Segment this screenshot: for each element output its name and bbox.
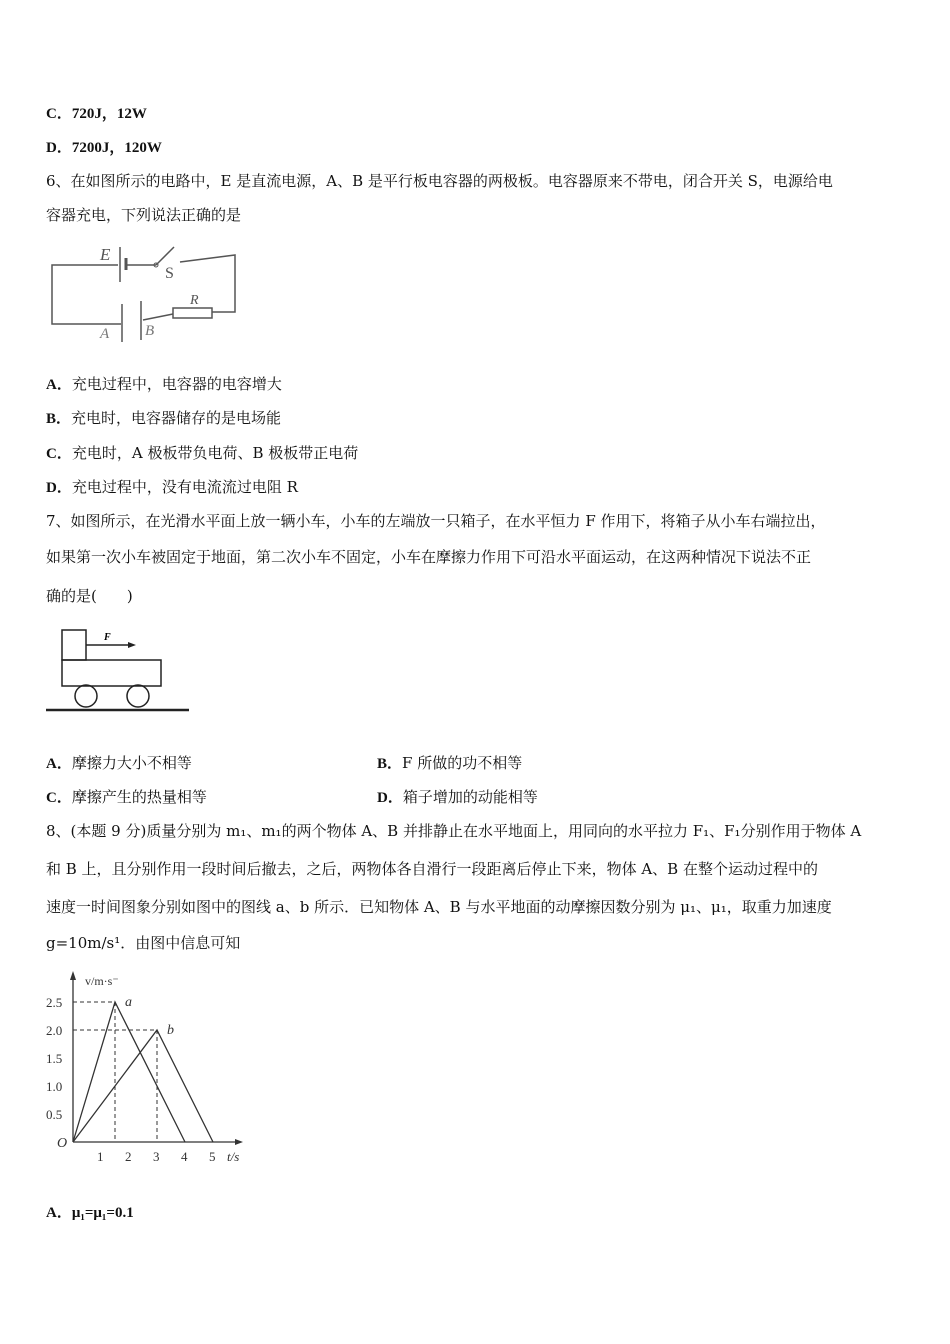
option-text: 充电时，电容器储存的是电场能 <box>71 409 282 427</box>
y-tick-label: 2.0 <box>46 1023 63 1038</box>
q8-stem-1: 8、(本题 9 分)质量分别为 m₁、m₁的两个物体 A、B 并排静止在水平地面上，用同向的水平拉力 F₁、F₁分别作用于物体 A <box>46 822 862 840</box>
y-axis-label: v/m·s⁻ <box>85 974 119 988</box>
q7-option-d <box>377 787 538 808</box>
option-label: D． <box>377 790 403 806</box>
y-tick-label: 2.5 <box>46 995 63 1010</box>
q8-stem-4: g=10m/s¹．由图中信息可知 <box>46 934 241 952</box>
option-label: C． <box>46 106 72 122</box>
option-label: D． <box>46 140 72 156</box>
q8-stem-2: 和 B 上，且分别作用一段时间后撤去，之后，两物体各自滑行一段距离后停止下来，物体 A、B 在整个运动过程中的 <box>46 860 818 878</box>
option-label: C． <box>46 790 72 806</box>
series-line-b <box>73 1030 213 1142</box>
label-b: B <box>145 323 155 339</box>
q7-option-b <box>377 753 522 774</box>
option-text: 箱子增加的动能相等 <box>402 788 538 806</box>
x-tick-label: 5 <box>209 1149 216 1164</box>
option-text: 充电过程中，电容器的电容增大 <box>71 375 282 393</box>
label-f: F <box>104 632 111 643</box>
q6-option-c <box>46 443 358 464</box>
option-text: μ₁=μ₁=0.1 <box>71 1205 134 1221</box>
option-text: 7200J，120W <box>71 140 162 156</box>
option-5c <box>46 103 147 124</box>
label-r: R <box>190 293 199 308</box>
y-tick-label: 0.5 <box>46 1107 63 1122</box>
q7-option-a <box>46 753 192 774</box>
x-tick-label: 4 <box>181 1149 188 1164</box>
option-text: 充电时，A 极板带负电荷、B 极板带正电荷 <box>71 444 359 462</box>
label-a: A <box>100 326 110 342</box>
option-label: A． <box>46 1205 72 1221</box>
y-axis-arrow <box>70 971 76 980</box>
q7-option-c <box>46 787 207 808</box>
option-label: A． <box>46 756 72 772</box>
series-label-a: a <box>125 995 132 1010</box>
option-text: 摩擦力大小不相等 <box>71 754 192 772</box>
q8-option-a <box>46 1202 134 1223</box>
velocity-time-graph <box>40 965 270 1170</box>
y-tick-label: 1.5 <box>46 1051 63 1066</box>
q7-stem-2: 如果第一次小车被固定于地面，第二次小车不固定，小车在摩擦力作用下可沿水平面运动，在这两种情况下说法不正 <box>46 548 812 566</box>
x-axis-label: t/s <box>227 1149 240 1164</box>
cart-diagram <box>44 622 194 718</box>
option-5d <box>46 137 162 158</box>
q6-option-d <box>46 477 298 498</box>
x-tick-label: 2 <box>125 1149 132 1164</box>
option-label: A． <box>46 377 72 393</box>
option-label: B． <box>377 756 403 772</box>
q6-option-a <box>46 374 282 395</box>
option-label: C． <box>46 446 72 462</box>
label-s: S <box>165 265 174 282</box>
x-tick-label: 3 <box>153 1149 160 1164</box>
q7-stem-3: 确的是( ) <box>46 587 133 605</box>
label-e: E <box>100 245 111 264</box>
x-axis-arrow <box>235 1139 243 1145</box>
q6-stem-1: 6、在如图所示的电路中，E 是直流电源，A、B 是平行板电容器的两极板。电容器原来不带电，闭合开关 S，电源给电 <box>46 172 833 190</box>
option-text: 充电过程中，没有电流流过电阻 R <box>71 478 298 496</box>
option-text: 摩擦产生的热量相等 <box>71 788 207 806</box>
option-label: D． <box>46 480 72 496</box>
q8-stem-3: 速度一时间图象分别如图中的图线 a、b 所示．已知物体 A、B 与水平地面的动摩擦因数分别为 μ₁、μ₁，取重力加速度 <box>46 898 832 916</box>
origin-label: O <box>57 1136 68 1151</box>
series-label-b: b <box>167 1023 174 1038</box>
circuit-diagram <box>40 232 250 347</box>
q6-stem-2: 容器充电，下列说法正确的是 <box>46 206 242 224</box>
x-tick-label: 1 <box>97 1149 104 1164</box>
q7-stem-1: 7、如图所示，在光滑水平面上放一辆小车，小车的左端放一只箱子，在水平恒力 F 作用下，将箱子从小车右端拉出， <box>46 512 826 530</box>
y-tick-label: 1.0 <box>46 1079 63 1094</box>
option-text: 720J，12W <box>71 106 147 122</box>
option-label: B． <box>46 411 72 427</box>
q6-option-b <box>46 408 281 429</box>
option-text: F 所做的功不相等 <box>402 754 523 772</box>
